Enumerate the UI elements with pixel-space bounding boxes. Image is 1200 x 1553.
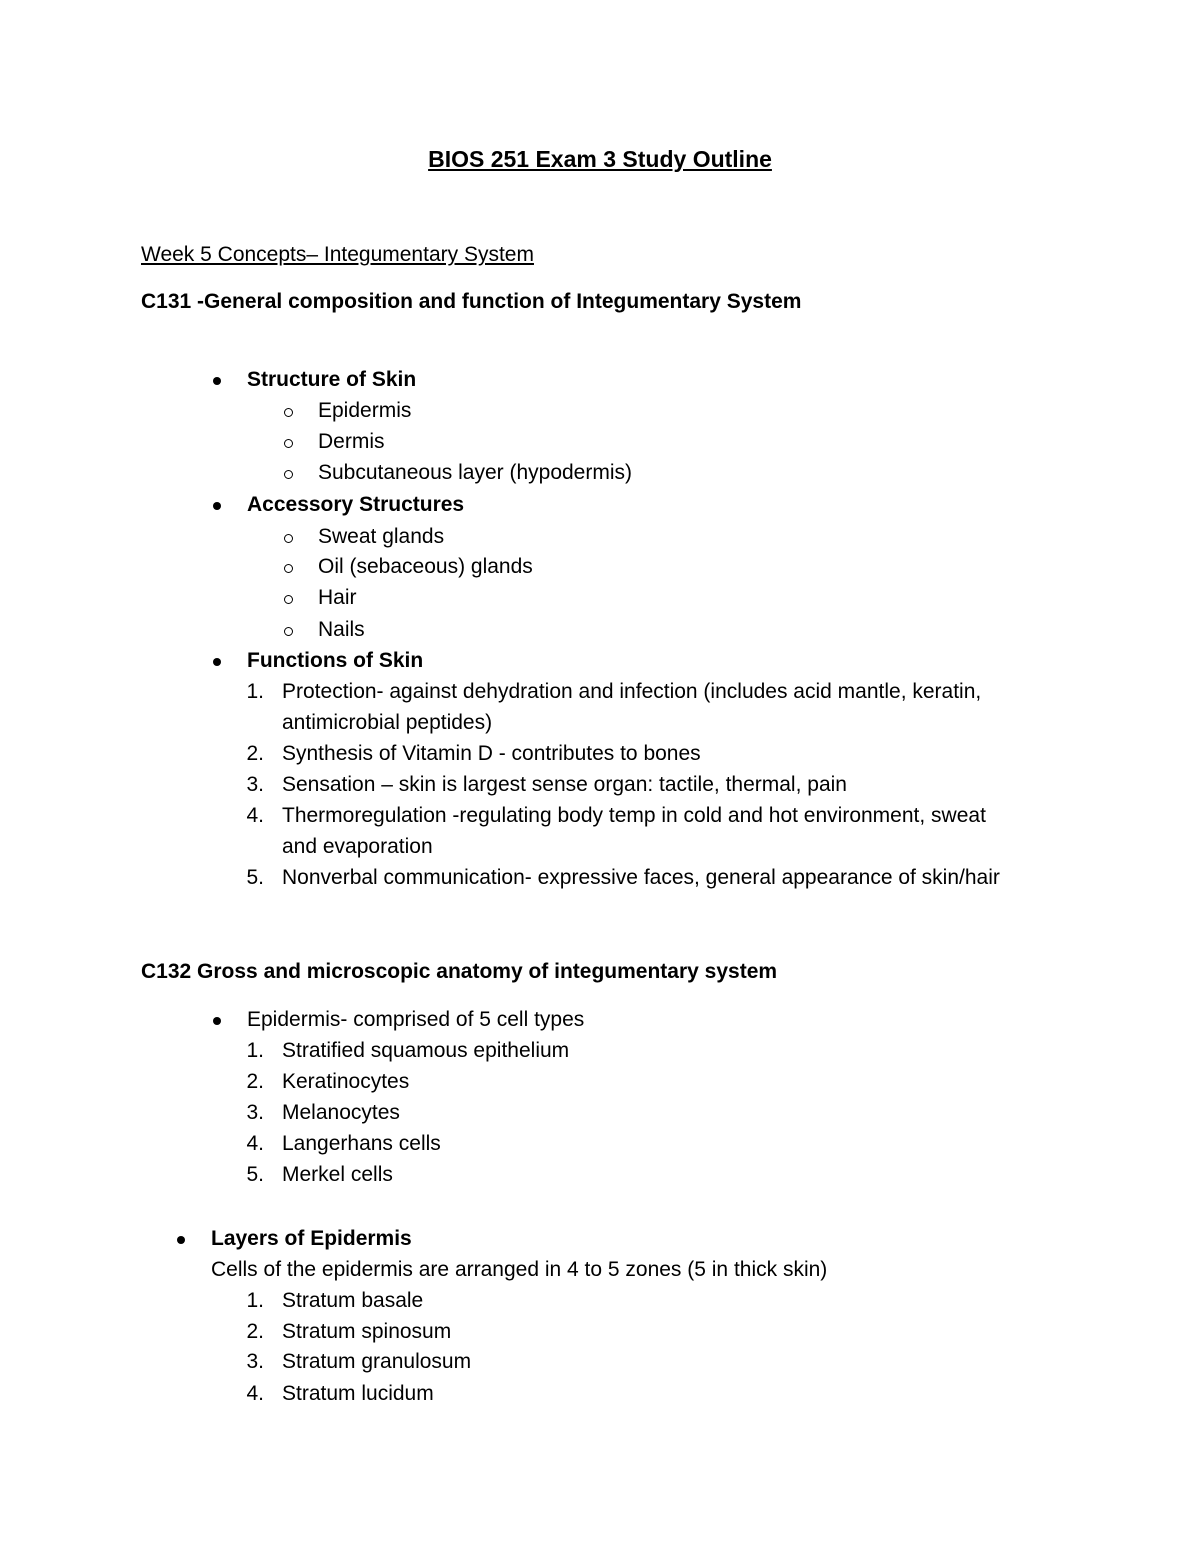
list-item: Melanocytes — [282, 1101, 400, 1124]
list-number: 4. — [246, 804, 264, 827]
list-item: Stratified squamous epithelium — [282, 1039, 570, 1062]
list-item: Stratum lucidum — [282, 1382, 434, 1405]
list-item: Thermoregulation -regulating body temp in cold and hot environment, sweat — [282, 804, 986, 827]
list-item: Merkel cells — [282, 1163, 393, 1186]
list-number: 1. — [246, 680, 264, 703]
accessory-structures-label: Accessory Structures — [247, 493, 465, 516]
c132-heading: C132 Gross and microscopic anatomy of integumentary system — [141, 960, 778, 983]
circle-bullet-icon — [284, 408, 293, 417]
circle-bullet-icon — [284, 439, 293, 448]
list-number: 3. — [246, 1101, 264, 1124]
list-item: Sweat glands — [318, 525, 445, 548]
list-number: 1. — [246, 1039, 264, 1062]
list-item: Hair — [318, 586, 357, 609]
layers-of-epidermis-label: Layers of Epidermis — [211, 1227, 412, 1250]
list-item-continuation: and evaporation — [282, 835, 433, 858]
list-number: 5. — [246, 866, 264, 889]
layers-description: Cells of the epidermis are arranged in 4 to 5 zones (5 in thick skin) — [211, 1258, 828, 1281]
list-number: 2. — [246, 1070, 264, 1093]
list-item: Synthesis of Vitamin D - contributes to bones — [282, 742, 701, 765]
list-number: 5. — [246, 1163, 264, 1186]
list-number: 3. — [246, 1350, 264, 1373]
list-item: Stratum spinosum — [282, 1320, 452, 1343]
list-number: 3. — [246, 773, 264, 796]
list-item: Nails — [318, 618, 365, 641]
circle-bullet-icon — [284, 595, 293, 604]
list-item: Stratum granulosum — [282, 1350, 472, 1373]
list-item: Subcutaneous layer (hypodermis) — [318, 461, 632, 484]
list-item: Langerhans cells — [282, 1132, 441, 1155]
list-item: Stratum basale — [282, 1289, 424, 1312]
list-number: 4. — [246, 1132, 264, 1155]
list-number: 4. — [246, 1382, 264, 1405]
bullet-icon — [213, 658, 221, 666]
bullet-icon — [213, 1017, 221, 1025]
circle-bullet-icon — [284, 534, 293, 543]
bullet-icon — [213, 502, 221, 510]
list-item: Protection- against dehydration and infection (includes acid mantle, keratin, — [282, 680, 982, 703]
circle-bullet-icon — [284, 627, 293, 636]
bullet-icon — [177, 1236, 185, 1244]
bullet-icon — [213, 377, 221, 385]
c131-heading: C131 -General composition and function of Integumentary System — [141, 290, 802, 313]
list-item: Epidermis — [318, 399, 412, 422]
circle-bullet-icon — [284, 564, 293, 573]
list-number: 2. — [246, 1320, 264, 1343]
list-number: 1. — [246, 1289, 264, 1312]
functions-of-skin-label: Functions of Skin — [247, 649, 424, 672]
list-item: Keratinocytes — [282, 1070, 410, 1093]
list-number: 2. — [246, 742, 264, 765]
list-item: Oil (sebaceous) glands — [318, 555, 533, 578]
list-item: Sensation – skin is largest sense organ: tactile, thermal, pain — [282, 773, 847, 796]
structure-of-skin-label: Structure of Skin — [247, 368, 417, 391]
document-title: BIOS 251 Exam 3 Study Outline — [428, 146, 772, 172]
circle-bullet-icon — [284, 470, 293, 479]
week-heading: Week 5 Concepts– Integumentary System — [141, 243, 534, 266]
list-item: Nonverbal communication- expressive faces, general appearance of skin/hair — [282, 866, 1000, 889]
list-item-continuation: antimicrobial peptides) — [282, 711, 493, 734]
list-item: Dermis — [318, 430, 385, 453]
epidermis-cell-types-label: Epidermis- comprised of 5 cell types — [247, 1008, 585, 1031]
